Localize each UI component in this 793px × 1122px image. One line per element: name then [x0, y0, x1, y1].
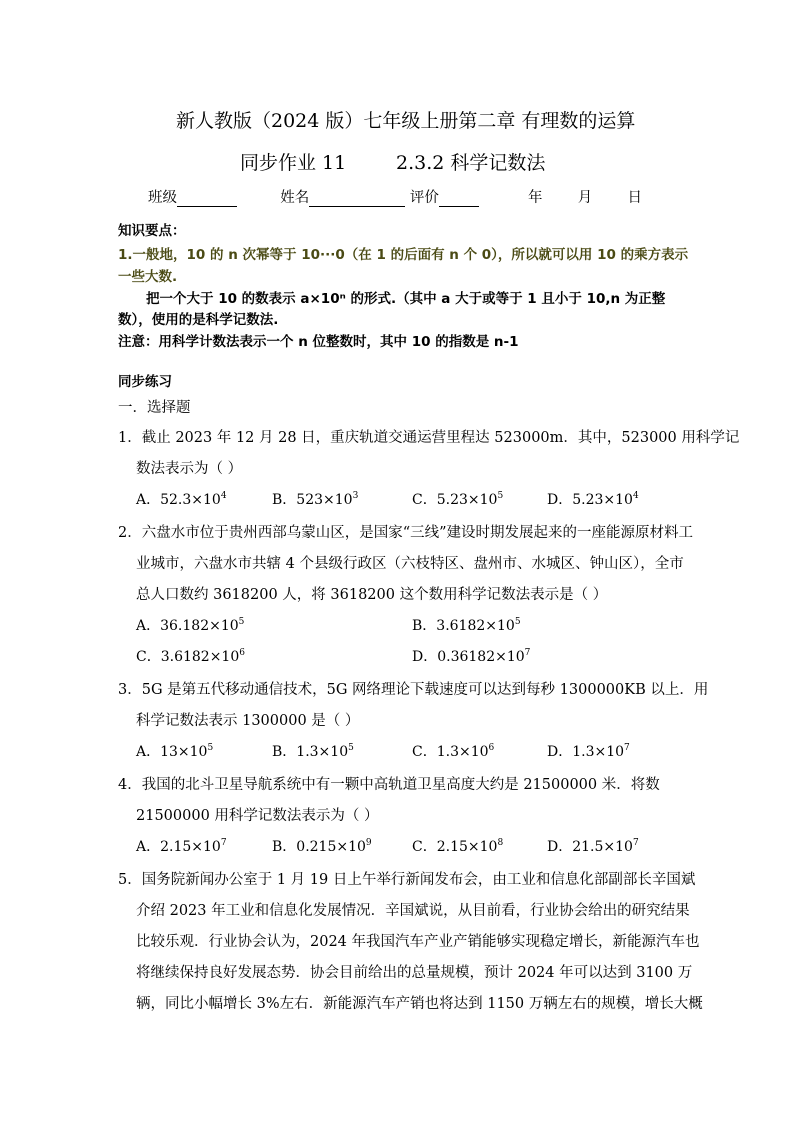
question-5-line4: 将继续保持良好发展态势．协会目前给出的总量规模，预计 2024 年可以达到 3100 万 — [136, 965, 693, 981]
document-title: 新人教版（2024 版）七年级上册第二章 有理数的运算 — [176, 110, 636, 132]
q1-option-d[interactable]: D．$5.23\times 10^4$ — [547, 491, 639, 508]
question-3-line2: 科学记数法表示 1300000 是（ ） — [136, 713, 360, 729]
name-label: 姓名 — [280, 190, 310, 206]
question-5-line1: 5．国务院新闻办公室于 1 月 19 日上午举行新闻发布会，由工业和信息化部副部长辛国斌 — [118, 872, 696, 888]
eval-label: 评价 — [409, 190, 439, 206]
q3-option-a[interactable]: A．$13\times 10^5$ — [136, 743, 214, 760]
practice-heading: 同步练习 — [118, 374, 172, 390]
question-1-line1: 1．截止 2023 年 12 月 28 日，重庆轨道交通运营里程达 523000m．其中，523000 用科学记 — [118, 430, 740, 446]
question-5-line5: 辆，同比小幅增长 3%左右．新能源汽车产销也将达到 1150 万辆左右的规模，增长大概 — [136, 996, 703, 1012]
day-label: 日 — [627, 190, 642, 206]
q1-option-c[interactable]: C．$5.23\times 10^5$ — [412, 491, 504, 508]
q3-option-b[interactable]: B．$1.3\times 10^5$ — [272, 743, 354, 760]
q2-option-a[interactable]: A．$36.182\times 10^5$ — [136, 617, 245, 634]
q4-option-a[interactable]: A．$2.15\times 10^7$ — [136, 838, 227, 855]
question-2-line3: 总人口数约 3618200 人，将 3618200 这个数用科学记数法表示是（ ） — [136, 587, 608, 603]
name-blank[interactable] — [309, 191, 405, 207]
q4-option-b[interactable]: B．$0.215\times 10^9$ — [272, 838, 372, 855]
question-3-line1: 3．5G 是第五代移动通信技术，5G 网络理论下载速度可以达到每秒 1300000KB 以上．用 — [118, 682, 709, 698]
question-4-line2: 21500000 用科学记数法表示为（ ） — [136, 808, 379, 824]
q1-option-b[interactable]: B．$523\times 10^3$ — [272, 491, 359, 508]
q3-option-c[interactable]: C．$1.3\times 10^6$ — [412, 743, 495, 760]
class-blank[interactable] — [177, 191, 237, 207]
month-label: 月 — [577, 190, 593, 206]
knowledge-heading: 知识要点： — [118, 223, 186, 239]
q2-option-c[interactable]: C．$3.6182\times 10^6$ — [136, 648, 245, 665]
q3-option-d[interactable]: D．$1.3\times 10^7$ — [547, 743, 630, 760]
info-row — [148, 186, 642, 207]
q1-option-a[interactable]: A．$52.3\times 10^4$ — [136, 491, 227, 508]
knowledge-p1-line2: 一些大数. — [118, 269, 178, 285]
year-label: 年 — [528, 190, 543, 206]
section-choice-heading: 一．选择题 — [118, 400, 191, 416]
q4-option-c[interactable]: C．$2.15\times 10^8$ — [412, 838, 504, 855]
question-5-line2: 介绍 2023 年工业和信息化发展情况．辛国斌说，从目前看，行业协会给出的研究结果 — [136, 903, 690, 919]
lesson-title: 2.3.2 科学记数法 — [396, 152, 546, 174]
question-4-line1: 4．我国的北斗卫星导航系统中有一颗中高轨道卫星高度大约是 21500000 米．将数 — [118, 777, 660, 793]
knowledge-p1-line1: 1.一般地，10 的 n 次幂等于 10···0（在 1 的后面有 n 个 0），所以就可以用 10 的乘方表示 — [118, 247, 689, 263]
question-2-line1: 2．六盘水市位于贵州西部乌蒙山区，是国家“三线”建设时期发展起来的一座能源原材料工 — [118, 525, 694, 541]
assignment-number: 同步作业 11 — [240, 152, 347, 174]
question-5-line3: 比较乐观．行业协会认为，2024 年我国汽车产业产销能够实现稳定增长，新能源汽车也 — [136, 934, 700, 950]
q2-option-b[interactable]: B．$3.6182\times 10^5$ — [412, 617, 521, 634]
question-1-line2: 数法表示为（ ） — [136, 461, 243, 477]
knowledge-p2-line1: 把一个大于 10 的数表示 a×10ⁿ 的形式.（其中 a 大于或等于 1 且小于 10,n 为正整 — [146, 291, 666, 307]
question-2-line2: 业城市，六盘水市共辖 4 个县级行政区（六枝特区、盘州市、水城区、钟山区），全市 — [136, 556, 684, 572]
class-label: 班级 — [148, 190, 177, 206]
q2-option-d[interactable]: D．$0.36182\times 10^7$ — [412, 648, 531, 665]
q4-option-d[interactable]: D．$21.5\times 10^7$ — [547, 838, 639, 855]
knowledge-note: 注意：用科学计数法表示一个 n 位整数时，其中 10 的指数是 n-1 — [118, 334, 519, 350]
eval-blank[interactable] — [439, 191, 479, 207]
knowledge-p2-line2: 数），使用的是科学记数法. — [118, 312, 279, 328]
